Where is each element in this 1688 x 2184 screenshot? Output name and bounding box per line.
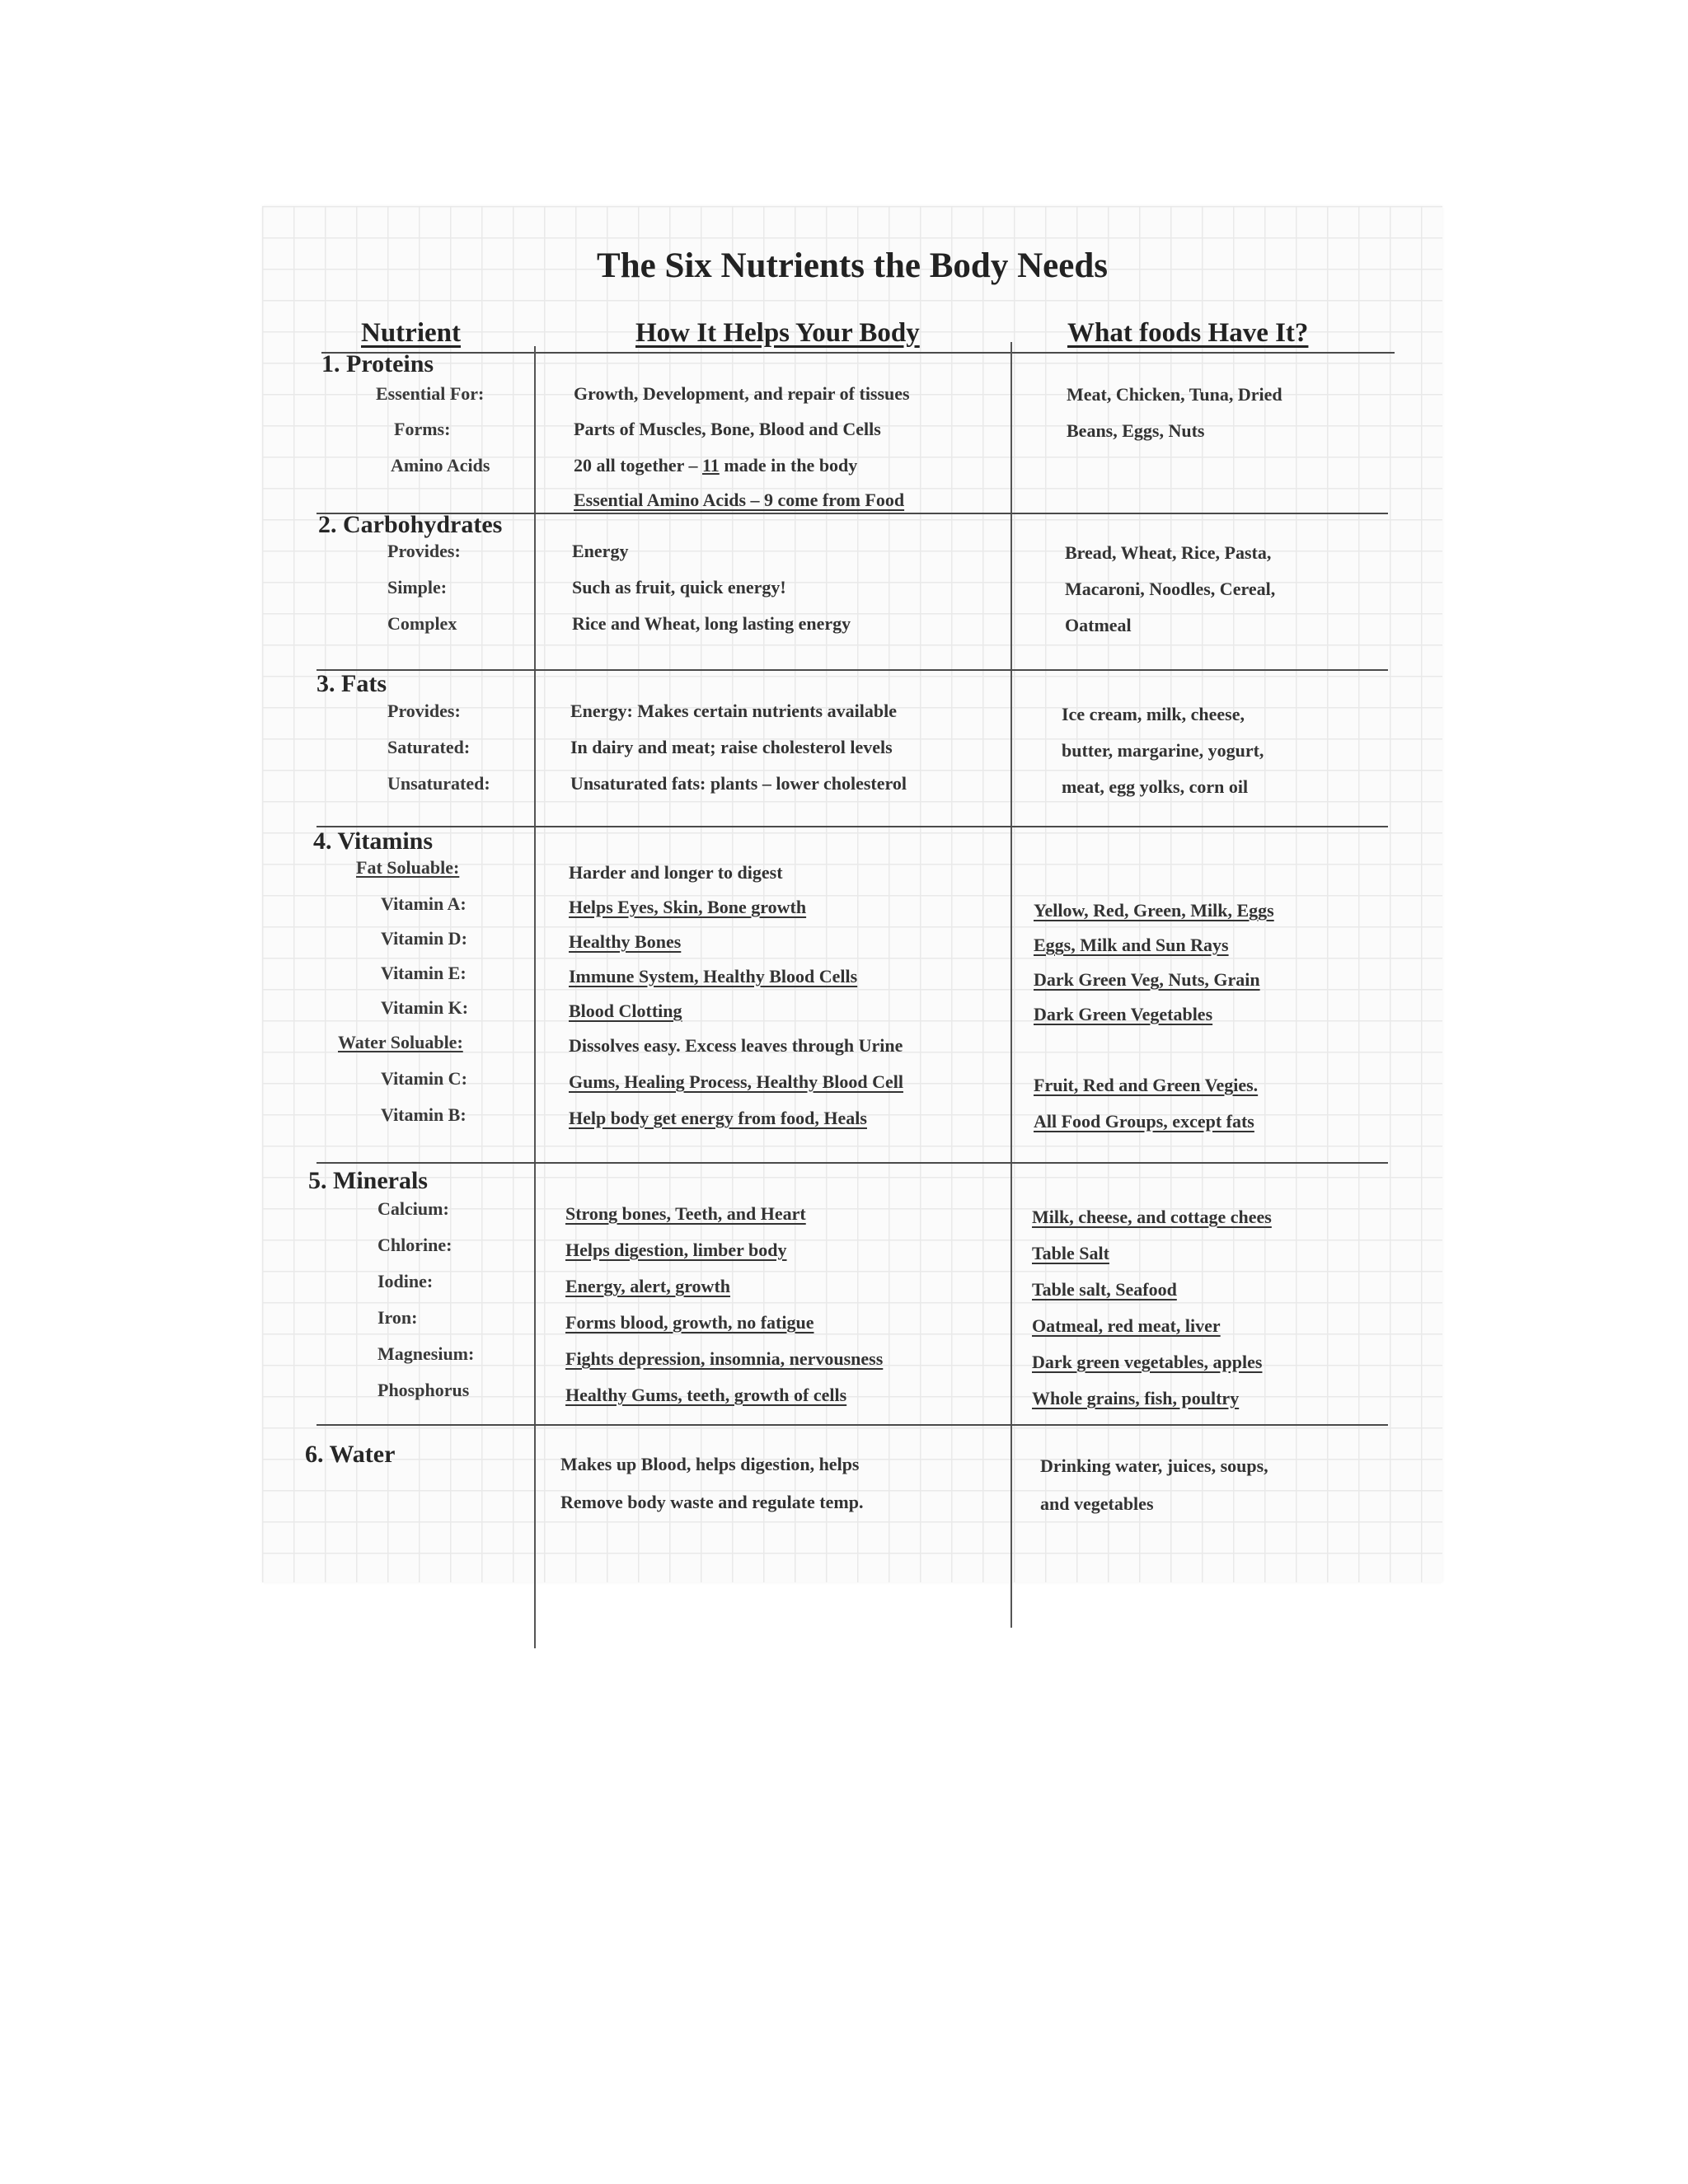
row-label: Chlorine: bbox=[377, 1235, 452, 1255]
worksheet bbox=[262, 206, 1442, 1582]
row-label: Provides: bbox=[387, 701, 461, 721]
column-divider-right bbox=[1010, 342, 1012, 1628]
column-header-foods: What foods Have It? bbox=[1067, 318, 1309, 348]
food-item: Beans, Eggs, Nuts bbox=[1067, 420, 1205, 441]
row-description: Dissolves easy. Excess leaves through Urine bbox=[569, 1035, 903, 1056]
food-item: Yellow, Red, Green, Milk, Eggs bbox=[1034, 900, 1274, 921]
row-label: Simple: bbox=[387, 577, 448, 598]
food-item: Dark Green Veg, Nuts, Grain bbox=[1034, 969, 1260, 990]
row-label: Forms: bbox=[394, 419, 451, 439]
row-description: Essential Amino Acids – 9 come from Food bbox=[574, 490, 905, 510]
section-title-water: 6. Water bbox=[305, 1441, 396, 1468]
row-description: Helps Eyes, Skin, Bone growth bbox=[569, 897, 807, 917]
row-description: Forms blood, growth, no fatigue bbox=[565, 1312, 814, 1333]
row-description: Helps digestion, limber body bbox=[565, 1240, 787, 1260]
food-item: All Food Groups, except fats bbox=[1034, 1111, 1254, 1132]
row-description-amino: 20 all together – 11 made in the body bbox=[574, 455, 858, 476]
food-item: Macaroni, Noodles, Cereal, bbox=[1065, 579, 1276, 599]
food-item: Eggs, Milk and Sun Rays bbox=[1034, 935, 1229, 955]
row-description: Such as fruit, quick energy! bbox=[572, 577, 786, 598]
row-description: Rice and Wheat, long lasting energy bbox=[572, 613, 851, 634]
section-separator bbox=[316, 669, 1388, 671]
row-label: Fat Soluable: bbox=[356, 857, 460, 878]
column-header-how-it-helps: How It Helps Your Body bbox=[635, 318, 920, 348]
row-label: Calcium: bbox=[377, 1198, 449, 1219]
row-label: Amino Acids bbox=[391, 455, 490, 476]
row-label: Vitamin C: bbox=[381, 1068, 467, 1089]
row-description: Energy: Makes certain nutrients available bbox=[570, 701, 897, 721]
section-title-proteins: 1. Proteins bbox=[321, 350, 434, 377]
row-description: Energy, alert, growth bbox=[565, 1276, 731, 1296]
food-item: butter, margarine, yogurt, bbox=[1062, 740, 1264, 761]
row-description: Fights depression, insomnia, nervousness bbox=[565, 1348, 884, 1369]
row-description: Gums, Healing Process, Healthy Blood Cell bbox=[569, 1071, 903, 1092]
section-title-carbohydrates: 2. Carbohydrates bbox=[318, 511, 503, 538]
row-description: Blood Clotting bbox=[569, 1001, 682, 1021]
food-item: Drinking water, juices, soups, bbox=[1040, 1455, 1268, 1476]
row-label: Vitamin B: bbox=[381, 1104, 467, 1125]
row-description: Healthy Bones bbox=[569, 931, 682, 952]
row-label: Vitamin E: bbox=[381, 963, 467, 983]
food-item: Ice cream, milk, cheese, bbox=[1062, 704, 1245, 724]
food-item: Meat, Chicken, Tuna, Dried bbox=[1067, 384, 1282, 405]
food-item: Oatmeal bbox=[1065, 615, 1132, 635]
row-description: Remove body waste and regulate temp. bbox=[560, 1492, 864, 1512]
row-description: Healthy Gums, teeth, growth of cells bbox=[565, 1385, 847, 1405]
food-item: Dark Green Vegetables bbox=[1034, 1004, 1213, 1024]
food-item: Table salt, Seafood bbox=[1032, 1279, 1177, 1300]
food-item: meat, egg yolks, corn oil bbox=[1062, 776, 1249, 797]
section-separator bbox=[316, 1162, 1388, 1164]
section-title-vitamins: 4. Vitamins bbox=[313, 827, 434, 855]
food-item: Whole grains, fish, poultry bbox=[1032, 1388, 1240, 1408]
row-description: Growth, Development, and repair of tissues bbox=[574, 383, 910, 404]
row-description: Unsaturated fats: plants – lower cholesterol bbox=[570, 773, 907, 794]
header-rule bbox=[321, 352, 1395, 354]
row-description: In dairy and meat; raise cholesterol levels bbox=[570, 737, 893, 757]
column-header-nutrient: Nutrient bbox=[361, 318, 461, 348]
page-title: The Six Nutrients the Body Needs bbox=[597, 246, 1108, 285]
section-title-minerals: 5. Minerals bbox=[308, 1167, 428, 1194]
row-description: Strong bones, Teeth, and Heart bbox=[565, 1203, 806, 1224]
row-label: Unsaturated: bbox=[387, 773, 490, 794]
section-separator bbox=[316, 1424, 1388, 1426]
row-description: Parts of Muscles, Bone, Blood and Cells bbox=[574, 419, 881, 439]
section-title-fats: 3. Fats bbox=[316, 670, 387, 697]
row-label: Provides: bbox=[387, 541, 461, 561]
food-item: Dark green vegetables, apples bbox=[1032, 1352, 1263, 1372]
row-label: Iodine: bbox=[377, 1271, 434, 1291]
row-label: Phosphorus bbox=[377, 1380, 470, 1400]
food-item: and vegetables bbox=[1040, 1493, 1154, 1514]
row-label: Essential For: bbox=[376, 383, 485, 404]
row-label: Vitamin K: bbox=[381, 997, 469, 1018]
row-label: Vitamin A: bbox=[381, 893, 467, 914]
row-label: Complex bbox=[387, 613, 457, 634]
food-item: Table Salt bbox=[1032, 1243, 1109, 1263]
row-description: Help body get energy from food, Heals bbox=[569, 1108, 867, 1128]
row-description: Harder and longer to digest bbox=[569, 862, 783, 883]
row-description: Makes up Blood, helps digestion, helps bbox=[560, 1454, 860, 1474]
row-description: Immune System, Healthy Blood Cells bbox=[569, 966, 858, 987]
row-label: Water Soluable: bbox=[338, 1032, 463, 1052]
row-description: Energy bbox=[572, 541, 629, 561]
row-label: Vitamin D: bbox=[381, 928, 467, 949]
food-item: Fruit, Red and Green Vegies. bbox=[1034, 1075, 1259, 1095]
row-label: Magnesium: bbox=[377, 1343, 475, 1364]
food-item: Oatmeal, red meat, liver bbox=[1032, 1315, 1221, 1336]
row-label: Saturated: bbox=[387, 737, 471, 757]
column-divider-left bbox=[534, 346, 536, 1648]
row-label: Iron: bbox=[377, 1307, 418, 1328]
food-item: Bread, Wheat, Rice, Pasta, bbox=[1065, 542, 1272, 563]
food-item: Milk, cheese, and cottage chees bbox=[1032, 1207, 1272, 1227]
section-separator bbox=[316, 826, 1388, 827]
